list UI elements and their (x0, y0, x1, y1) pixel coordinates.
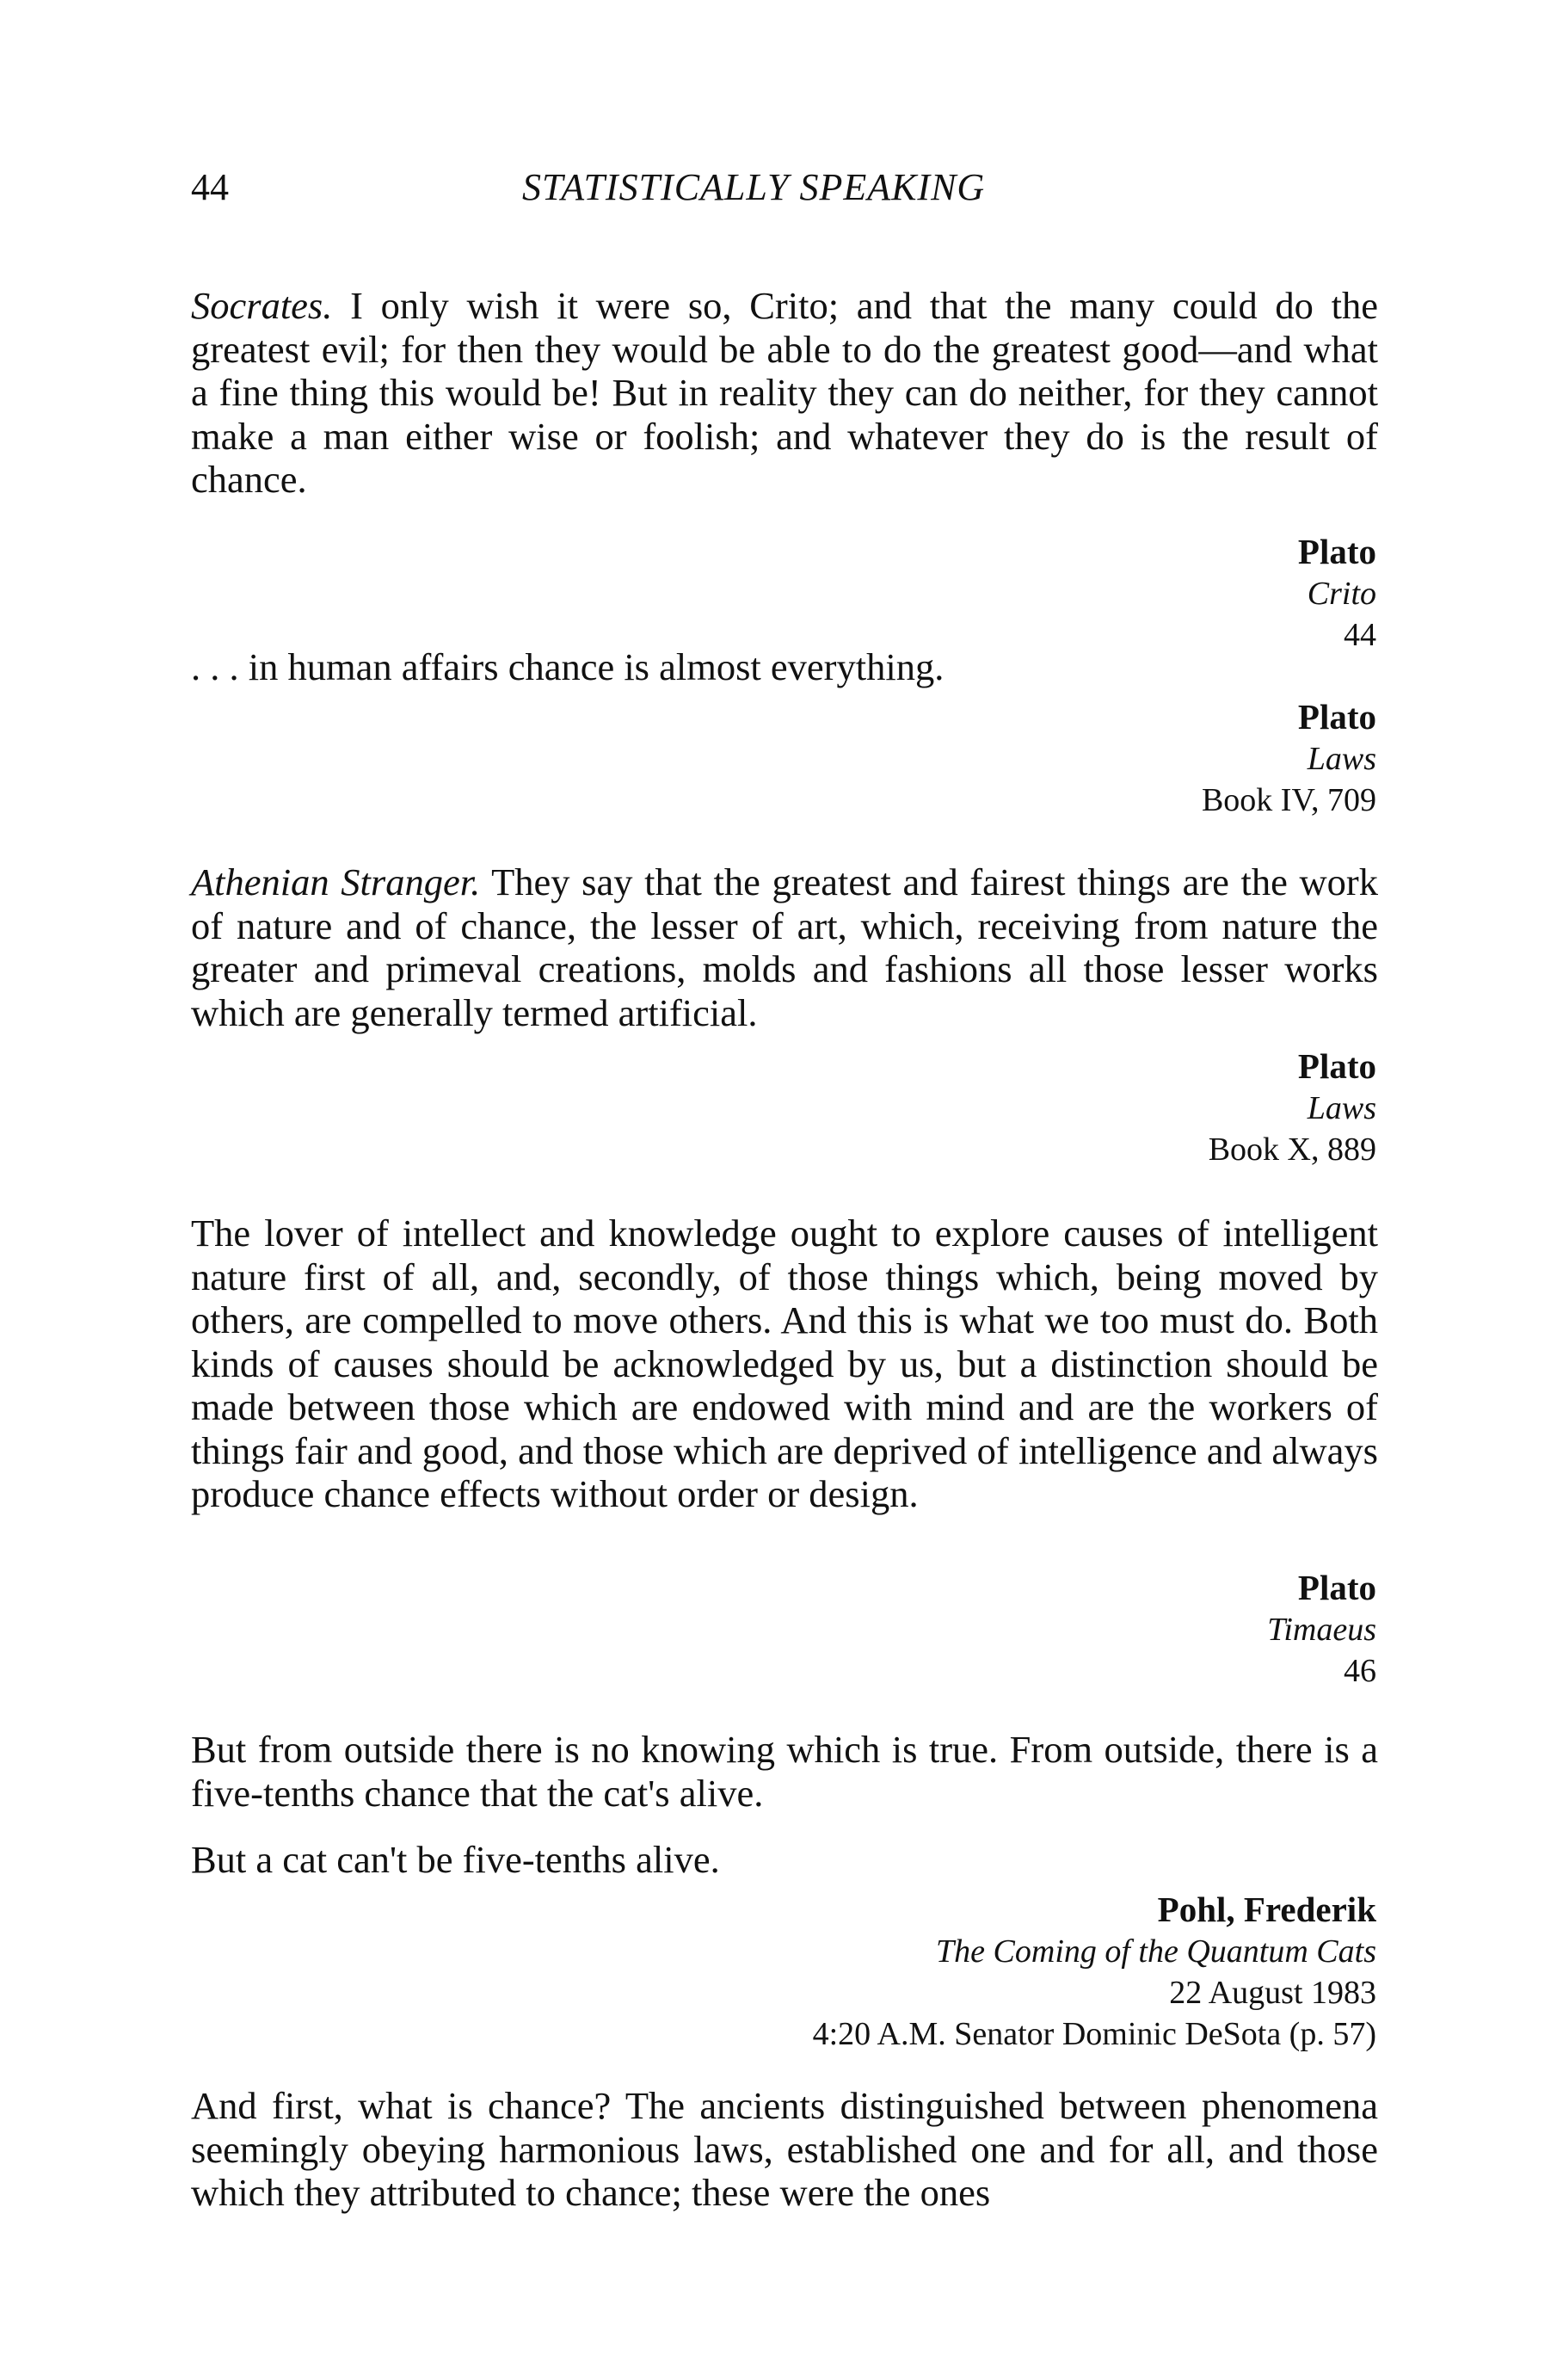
attribution (516, 1045, 1376, 1170)
attribution (516, 695, 1376, 821)
quote-body: They say that the greatest and fairest things are the work of nature and of chance, the lesser of art, which, receiving from nature the greater and primeval creations, molds and fashions all those lesser works which are generally termed artificial. (191, 860, 1379, 1034)
quote-body: . . . in human affairs chance is almost everything. (191, 645, 945, 688)
page-number: 44 (191, 166, 229, 208)
speaker-label: Socrates. (191, 284, 333, 327)
attribution-work: Crito (1307, 576, 1376, 612)
quote-text (191, 645, 1378, 689)
attribution-work: Laws (1307, 1090, 1376, 1126)
attribution-ref: Book IV, 709 (1201, 782, 1376, 818)
attribution-author: Plato (1297, 697, 1376, 737)
quote-text (191, 1212, 1378, 1516)
quote-body: I only wish it were so, Crito; and that the many could do the greatest evil; for then they would be able to do the greatest good—and what a fine thing this would be! But in reality they can do neither, for they cannot make a man either wise or foolish; and whatever they do is the result of chance. (191, 284, 1378, 501)
attribution-author: Pohl, Frederik (1157, 1890, 1376, 1929)
quote-body: The lover of intellect and knowledge ought to explore causes of intelligent nature first of all, and, secondly, of those things which, being moved by others, are compelled to move others. And this is what we too must do. Both kinds of causes should be acknowledged by us, but a distinction should be made between those which are endowed with mind and are the workers of things fair and good, and those which are deprived of intelligence and always produce chance effects without order or design. (191, 1212, 1378, 1515)
attribution-ref: Book X, 889 (1208, 1131, 1376, 1168)
quote-body: And first, what is chance? The ancients distinguished between phenomena seemingly obeying harmonious laws, established one and for all, and those which they attributed to chance; these were the ones (191, 2084, 1378, 2214)
attribution-ref: 22 August 1983 (1169, 1975, 1376, 2011)
quote-text (191, 1838, 1378, 1882)
speaker-label: Athenian Stranger. (191, 860, 481, 903)
attribution-work: Laws (1307, 741, 1376, 777)
attribution-work: The Coming of the Quantum Cats (936, 1933, 1376, 1970)
attribution-ref: 46 (1344, 1653, 1376, 1689)
attribution (516, 530, 1376, 656)
attribution-ref: 44 (1344, 617, 1376, 653)
quote-body: But a cat can't be five-tenths alive. (191, 1838, 720, 1881)
running-title: STATISTICALLY SPEAKING (522, 166, 986, 208)
quote-body: But from outside there is no knowing which is true. From outside, there is a five-tenths chance that the cat's alive. (191, 1728, 1378, 1815)
attribution-author: Plato (1297, 532, 1376, 571)
attribution (516, 1566, 1376, 1692)
quote-text (191, 284, 1378, 502)
running-header (191, 162, 1378, 213)
attribution-author: Plato (1297, 1046, 1376, 1086)
attribution-work: Timaeus (1267, 1612, 1376, 1648)
attribution-author: Plato (1297, 1568, 1376, 1607)
attribution (516, 1888, 1376, 2055)
quote-text (191, 1728, 1378, 1815)
attribution-ref-2: 4:20 A.M. Senator Dominic DeSota (p. 57) (812, 2016, 1376, 2052)
quote-text (191, 2084, 1378, 2215)
quote-text (191, 860, 1378, 1034)
